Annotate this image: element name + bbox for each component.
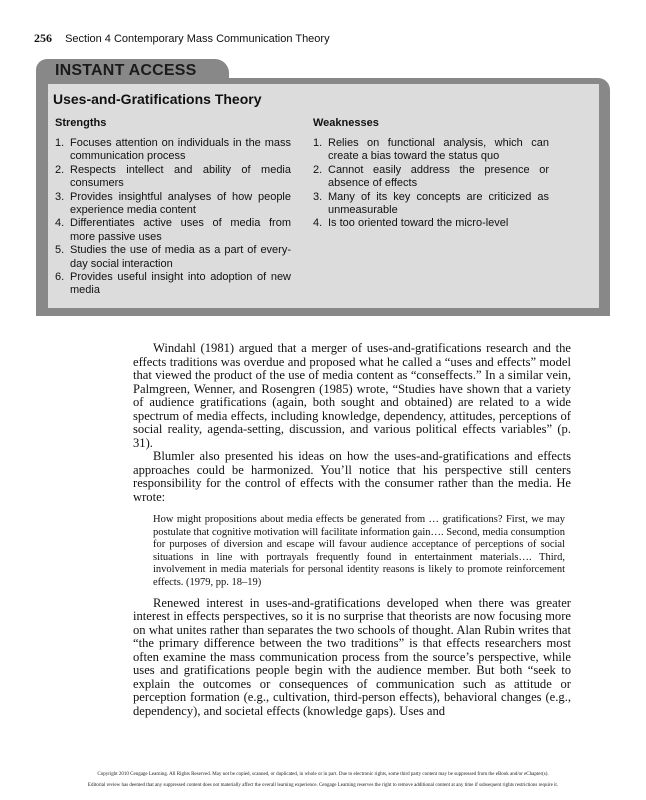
strengths-list (55, 137, 291, 298)
list-item: 6. Provides useful insight into adoption of new media (55, 271, 291, 297)
strengths-heading: Strengths (55, 117, 107, 129)
list-item: 3. Many of its key concepts are criticized as unmeasurable (313, 190, 549, 217)
weaknesses-list (313, 137, 549, 231)
instant-access-tab (36, 59, 229, 82)
list-item: 4. Differentiates active uses of media from more passive uses (55, 217, 291, 243)
page-number: 256 (34, 31, 52, 45)
list-item: 5. Studies the use of media as a part of every-day social interaction (55, 244, 291, 270)
paragraph: Windahl (1981) argued that a merger of uses-and-gratifications research and the effects traditions was overdue and proposed what he called a “uses and effects” model that viewed the product of the use of media content as “conseffects.” In a similar vein, Palmgreen, Wenner, and Rosengren (1985) wrote, “Studies have shown that a variety of audience gratifications (again, both sought and obtained) are related to a wide spectrum of media effects, including knowledge, dependency, attitudes, perceptions of social reality, agenda-setting, discussion, and various political effects variables” (p. 31). (133, 341, 571, 450)
paragraph: Blumler also presented his ideas on how the uses-and-gratifications and effects approaches could be harmonized. You’ll notice that his perspective still centers responsibility for the control of effects with the consumer rather than the media. He wrote: (133, 449, 571, 504)
running-header (34, 31, 330, 46)
box-title: Uses-and-Gratifications Theory (53, 91, 262, 107)
tab-label: INSTANT ACCESS (55, 62, 197, 79)
block-quote: How might propositions about media effects be generated from … gratifications? First, we may postulate that cognitive motivation will facilitate information gain…. Second, media consumption for purposes of diversion and escape will favour audience acceptance of perceptions of social situations in line with portrayals frequently found in entertainment materials…. Third, involvement in media materials for personal identity reasons is likely to promote reinforcement effects. (1979, pp. 18–19) (153, 514, 565, 588)
list-item: 1. Focuses attention on individuals in the mass communication process (55, 137, 291, 163)
list-item: 2. Respects intellect and ability of media consumers (55, 163, 291, 190)
weaknesses-heading: Weaknesses (313, 117, 379, 129)
list-item: 3. Provides insightful analyses of how people experience media content (55, 190, 291, 217)
footer-line: Copyright 2010 Cengage Learning. All Rights Reserved. May not be copied, scanned, or duplicated, in whole or in part. Due to electronic rights, some third party content may be suppressed from the eBook and/or eChapter(s). (97, 772, 549, 777)
running-title: Section 4 Contemporary Mass Communication Theory (65, 33, 330, 45)
body-text (133, 342, 571, 718)
copyright-footer (0, 769, 646, 791)
list-item: 4. Is too oriented toward the micro-level (313, 217, 509, 230)
list-item: 1. Relies on functional analysis, which can create a bias toward the status quo (313, 137, 549, 163)
paragraph: Renewed interest in uses-and-gratifications developed when there was greater interest in effects perspectives, so it is no surprise that theorists are now focusing more on what unites rather than separates the two schools of thought. Alan Rubin writes that “the primary difference between the two traditions” is that effects researchers most often examine the mass communication process from the source’s perspective, while uses and gratifications people begin with the audience member. But both “seek to explain the outcomes or consequences of communication such as attitude or perception formation (e.g., cultivation, third-person effects), behavioral changes (e.g., dependency), and societal effects (knowledge gaps). Uses and (133, 595, 571, 718)
list-item: 2. Cannot easily address the presence or absence of effects (313, 163, 549, 190)
footer-line: Editorial review has deemed that any suppressed content does not materially affect the overall learning experience. Cengage Learning reserves the right to remove additional content at any time if subsequent rights restrictions require it. (87, 783, 559, 788)
